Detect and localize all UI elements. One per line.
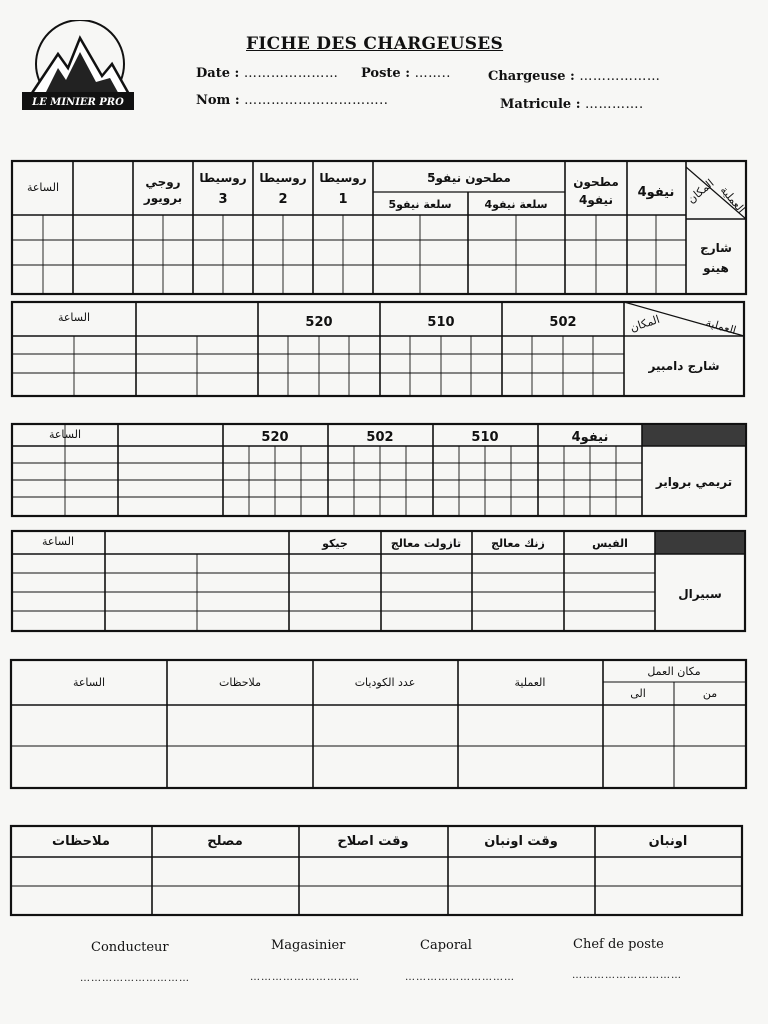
poste-label: Poste : — [361, 66, 411, 81]
t4-fis: الفيس — [592, 537, 628, 550]
t4-zinc: زنك معالج — [491, 537, 545, 550]
t1-lieu: المكان — [684, 176, 717, 207]
t5-remarques: ملاحظات — [219, 676, 261, 689]
t2-520: 520 — [305, 315, 333, 330]
t2-heure: الساعة — [57, 311, 91, 324]
signature-line-conducteur: ………………………… — [80, 973, 190, 984]
date-dots: ………………… — [243, 66, 339, 81]
t1-m4-a: مطحون — [573, 175, 619, 189]
t1-heure: الساعة — [26, 181, 60, 194]
t3-510: 510 — [471, 430, 499, 445]
logo-text: LE MINIER PRO — [32, 97, 124, 108]
form-title: FICHE DES CHARGEUSES — [246, 34, 504, 54]
chargeuse-dots: ……………… — [579, 69, 661, 84]
t4-jico: جيكو — [322, 537, 348, 550]
nom-dots: ………………………….. — [244, 93, 389, 108]
t4-heure: الساعة — [41, 535, 75, 548]
t6-remarques: ملاحظات — [52, 834, 110, 849]
table-chargement-hino — [12, 161, 746, 294]
poste-dots: …….. — [414, 66, 451, 81]
t3-row: تريمي برواير — [655, 475, 733, 489]
t5-heure: الساعة — [72, 676, 106, 689]
t1-row-1: شارج — [700, 241, 732, 255]
table-chargement-dumper — [12, 302, 744, 396]
t5-op: العملية — [514, 676, 546, 689]
t1-r2-a: روسيطا — [259, 171, 307, 185]
t6-temps-panne: وقت اونبان — [484, 834, 558, 849]
caporal-label: Caporal — [420, 938, 472, 953]
t1-n4: نيفو4 — [637, 185, 675, 200]
t3-520: 520 — [261, 430, 289, 445]
t1-m4-b: نيفو4 — [579, 193, 613, 207]
t4-row: سبيرال — [678, 587, 722, 601]
t3-502: 502 — [366, 430, 394, 445]
matricule-label: Matricule : — [500, 97, 581, 112]
signature-magasinier[interactable] — [271, 938, 345, 953]
t4-taz: تازولت معالج — [390, 537, 462, 550]
t2-lieu: المكان — [628, 312, 662, 335]
t6-repare: مصلح — [207, 834, 243, 849]
t6-panne: اونبان — [648, 834, 688, 849]
date-label: Date : — [196, 66, 240, 81]
t5-nb: عدد الكوديات — [354, 676, 416, 689]
table-spirale — [12, 531, 745, 631]
t5-ila: الى — [630, 687, 646, 700]
t1-r2-b: 2 — [278, 192, 288, 207]
t1-s5: سلعة نيفو5 — [388, 198, 452, 211]
t2-row: شارج دامبير — [648, 359, 720, 373]
t1-r1-b: 1 — [338, 192, 348, 207]
signature-chef-de-poste[interactable] — [573, 937, 664, 952]
t1-s4: سلعة نيفو4 — [484, 198, 548, 211]
t2-502: 502 — [549, 315, 577, 330]
t2-510: 510 — [427, 315, 455, 330]
t5-lieu: مكان العمل — [647, 665, 701, 678]
nom-label: Nom : — [196, 93, 240, 108]
t1-row-2: هينو — [703, 261, 729, 275]
signature-line-chef: ………………………… — [572, 970, 682, 981]
t5-min: من — [702, 687, 718, 700]
t2-op: العملية — [704, 316, 738, 338]
shaded-header-cell — [642, 425, 745, 446]
chef-label: Chef de poste — [573, 937, 664, 952]
t1-r3-a: روسيطا — [199, 171, 247, 185]
t6-temps-rep: وقت اصلاح — [337, 834, 409, 849]
shaded-header-cell — [655, 532, 744, 554]
t1-rouge-2: برويور — [143, 191, 183, 205]
t1-r3-b: 3 — [218, 192, 228, 207]
t1-op: العملية — [717, 183, 748, 216]
t1-m5: مطحون نيفو5 — [427, 171, 511, 185]
chargeuse-label: Chargeuse : — [488, 69, 575, 84]
magasinier-label: Magasinier — [271, 938, 346, 953]
matricule-dots: …………. — [585, 97, 644, 112]
t1-rouge-1: روجي — [145, 175, 181, 189]
t3-n4: نيفو4 — [571, 430, 609, 445]
conducteur-label: Conducteur — [91, 940, 169, 955]
signature-line-magasinier: ………………………… — [250, 972, 360, 983]
t1-r1-a: روسيطا — [319, 171, 367, 185]
signature-caporal[interactable] — [420, 938, 472, 953]
signature-conducteur[interactable] — [91, 940, 169, 955]
signature-line-caporal: ………………………… — [405, 972, 515, 983]
t3-heure: الساعة — [48, 428, 82, 441]
